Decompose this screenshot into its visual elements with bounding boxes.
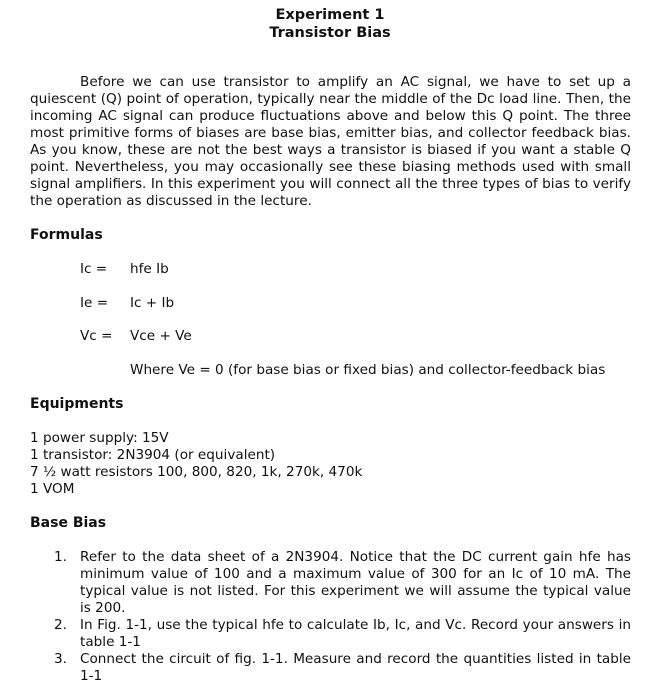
step-text: Connect the circuit of fig. 1-1. Measure and record the quantities listed in table 1-1 bbox=[80, 651, 631, 684]
formula-lhs: Vc = bbox=[80, 328, 113, 344]
experiment-subtitle: Transistor Bias bbox=[269, 25, 391, 41]
intro-paragraph bbox=[30, 74, 631, 210]
formula-note: Where Ve = 0 (for base bias or fixed bias) and collector-feedback bias bbox=[130, 362, 606, 378]
step-number: 1. bbox=[54, 549, 67, 565]
title-block bbox=[0, 6, 666, 42]
formula-row bbox=[80, 261, 169, 278]
formula-rhs: hfe Ib bbox=[130, 261, 169, 277]
step-text: Refer to the data sheet of a 2N3904. Notice that the DC current gain hfe has minimum value of 100 and a maximum value of 300 for an Ic of 10 mA. The typical value is not listed. For this experiment we will assume the typical value is 200. bbox=[80, 549, 631, 616]
experiment-title: Experiment 1 bbox=[275, 7, 385, 23]
step-number: 3. bbox=[54, 651, 67, 667]
equipment-item: 1 transistor: 2N3904 (or equivalent) bbox=[30, 447, 276, 463]
procedure-step bbox=[54, 549, 631, 617]
procedure-step bbox=[54, 651, 631, 685]
formula-row bbox=[80, 295, 174, 312]
equipment-item: 1 VOM bbox=[30, 481, 75, 497]
procedure-list bbox=[54, 549, 631, 685]
equipment-list bbox=[30, 430, 362, 498]
equipment-item: 7 ½ watt resistors 100, 800, 820, 1k, 270k, 470k bbox=[30, 464, 363, 480]
formulas-heading: Formulas bbox=[30, 227, 103, 243]
formula-rhs: Vce + Ve bbox=[130, 328, 192, 344]
formula-rhs: Ic + Ib bbox=[130, 295, 175, 311]
base-bias-heading: Base Bias bbox=[30, 515, 107, 531]
intro-text: Before we can use transistor to amplify an AC signal, we have to set up a quiescent (Q) point of operation, typically near the middle of the Dc load line. Then, the incoming AC signal can produce fluctuations above and below this Q point. The three most primitive forms of biases are base bias, emitter bias, and collector feedback bias. As you know, these are not the best ways a transistor is biased if you want a stable Q point. Nevertheless, you may occasionally see these biasing methods used with small signal amplifiers. In this experiment you will connect all the three types of bias to verify the operation as discussed in the lecture. bbox=[30, 74, 631, 209]
formula-lhs: Ie = bbox=[80, 295, 109, 311]
formula-row bbox=[80, 328, 192, 345]
step-number: 2. bbox=[54, 617, 67, 633]
equipments-heading: Equipments bbox=[30, 396, 124, 412]
procedure-step bbox=[54, 617, 631, 651]
formula-lhs: Ic = bbox=[80, 261, 108, 277]
step-text: In Fig. 1-1, use the typical hfe to calculate Ib, Ic, and Vc. Record your answers in table 1-1 bbox=[80, 617, 631, 650]
equipment-item: 1 power supply: 15V bbox=[30, 430, 169, 446]
